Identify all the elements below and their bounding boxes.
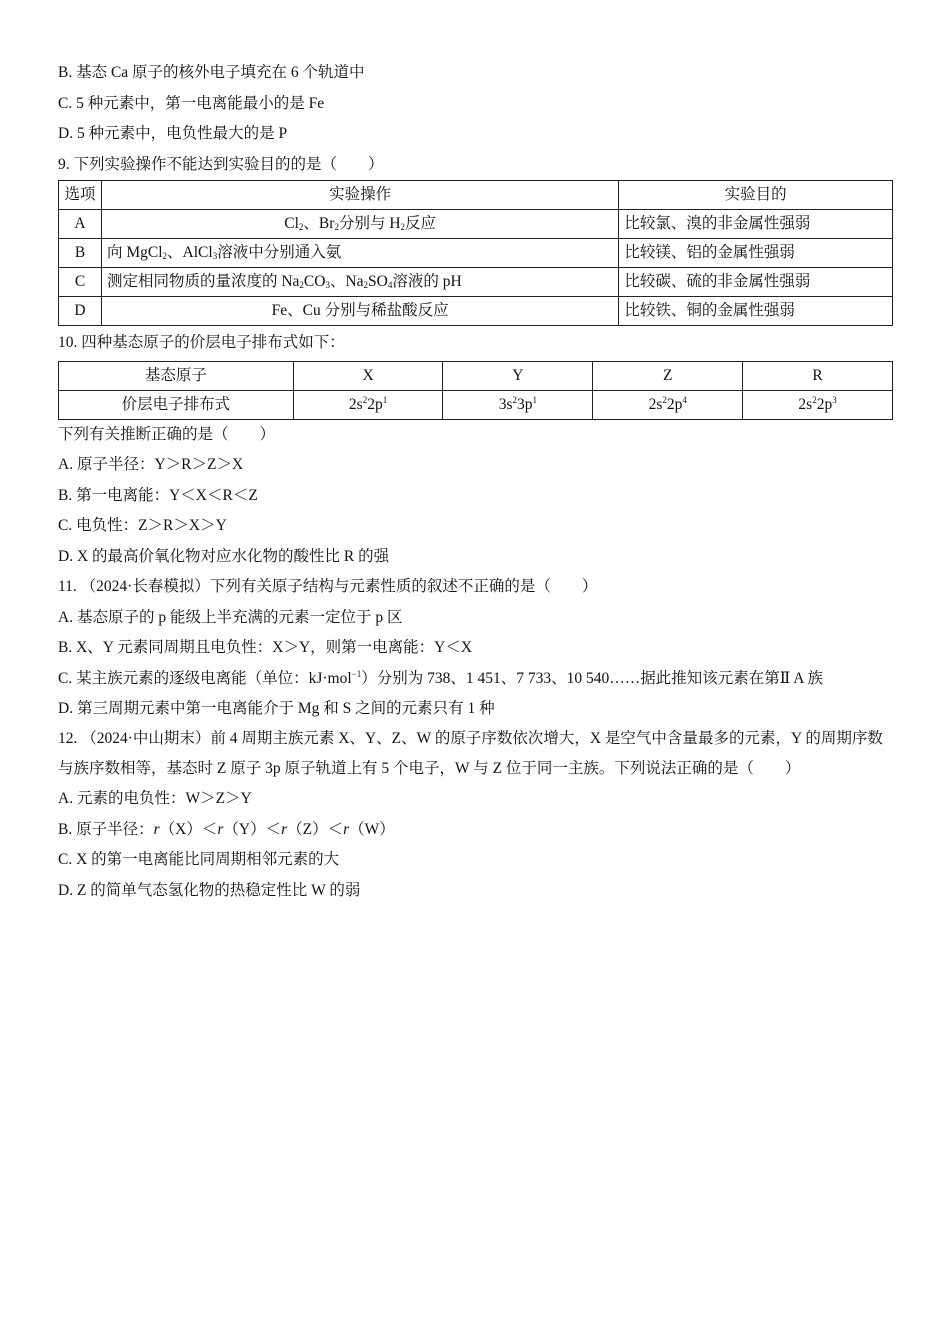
q10-option-c: C. 电负性：Z＞R＞X＞Y <box>58 517 227 534</box>
q8-option-c: C. 5 种元素中，第一电离能最小的是 Fe <box>58 94 325 112</box>
q11-stem: 11. （2024·长春模拟）下列有关原子结构与元素性质的叙述不正确的是（ ） <box>58 578 598 595</box>
q10-table <box>58 361 893 420</box>
q9-header-operation: 实验操作 <box>101 181 618 210</box>
q11-option-b: B. X、Y 元素同周期且电负性：X＞Y，则第一电离能：Y＜X <box>58 639 473 656</box>
table-row <box>59 390 893 419</box>
q10-table-header <box>59 361 893 390</box>
q9-table <box>58 180 893 326</box>
table-row <box>59 297 893 326</box>
q8-option-b: B. 基态 Ca 原子的核外电子填充在 6 个轨道中 <box>58 64 365 81</box>
q12-option-b: B. 原子半径：r（X）＜r（Y）＜r（Z）＜r（W） <box>58 820 395 838</box>
q10-header-z: Z <box>593 361 743 390</box>
q9-header-purpose: 实验目的 <box>619 181 893 210</box>
q10-config-x: $2s^22p^1$ <box>293 390 443 419</box>
q10-header-y: Y <box>443 361 593 390</box>
q9-table-header <box>59 181 893 210</box>
q9-option: B <box>59 239 102 268</box>
q9-operation: Fe、Cu 分别与稀盐酸反应 <box>101 297 618 326</box>
q11-option-c: C. 某主族元素的逐级电离能（单位：kJ·mol$^{-1}$）分别为 738、1 451、7 733、10 540……据此推知该元素在第Ⅱ A 族 <box>58 668 824 687</box>
q10-option-d: D. X 的最高价氧化物对应水化物的酸性比 R 的强 <box>58 547 390 565</box>
q10-stem: 10. 四种基态原子的价层电子排布式如下： <box>58 334 345 351</box>
q12-option-a: A. 元素的电负性：W＞Z＞Y <box>58 790 252 807</box>
q10-row-label: 价层电子排布式 <box>59 390 294 419</box>
q9-operation: 向 MgCl$_2$、AlCl$_3$溶液中分别通入氨 <box>101 239 618 268</box>
q9-operation: 测定相同物质的量浓度的 $Na_2CO_3$、$Na_2SO_4$溶液的 pH <box>101 268 618 297</box>
q10-header-atom: 基态原子 <box>59 361 294 390</box>
table-row <box>59 239 893 268</box>
table-row <box>59 210 893 239</box>
q9-purpose: 比较镁、铝的金属性强弱 <box>619 239 893 268</box>
q9-purpose: 比较铁、铜的金属性强弱 <box>619 297 893 326</box>
q10-question: 下列有关推断正确的是（ ） <box>58 425 276 443</box>
q11-option-a: A. 基态原子的 p 能级上半充满的元素一定位于 p 区 <box>58 608 403 626</box>
q10-option-a: A. 原子半径：Y＞R＞Z＞X <box>58 456 244 473</box>
q10-option-b: B. 第一电离能：Y＜X＜R＜Z <box>58 486 258 504</box>
q9-operation: $Cl_2$、$Br_2$分别与 $H_2$反应 <box>101 210 618 239</box>
q10-config-z: $2s^22p^4$ <box>593 390 743 419</box>
q9-stem: 9. 下列实验操作不能达到实验目的的是（ ） <box>58 155 384 173</box>
q12-option-d: D. Z 的简单气态氢化物的热稳定性比 W 的弱 <box>58 881 361 899</box>
table-row <box>59 268 893 297</box>
q8-option-d: D. 5 种元素中，电负性最大的是 P <box>58 125 288 142</box>
q9-purpose: 比较碳、硫的非金属性强弱 <box>619 268 893 297</box>
q12-option-c: C. X 的第一电离能比同周期相邻元素的大 <box>58 851 340 868</box>
q9-option: C <box>59 268 102 297</box>
q10-config-y: $3s^23p^1$ <box>443 390 593 419</box>
q9-option: A <box>59 210 102 239</box>
document-page <box>58 58 893 906</box>
q10-config-r: $2s^22p^3$ <box>743 390 893 419</box>
q9-purpose: 比较氯、溴的非金属性强弱 <box>619 210 893 239</box>
q9-header-option: 选项 <box>59 181 102 210</box>
q10-header-r: R <box>743 361 893 390</box>
q10-header-x: X <box>293 361 443 390</box>
q11-option-d: D. 第三周期元素中第一电离能介于 Mg 和 S 之间的元素只有 1 种 <box>58 699 495 717</box>
q9-option: D <box>59 297 102 326</box>
q12-stem: 12. （2024·中山期末）前 4 周期主族元素 X、Y、Z、W 的原子序数依次增大，X 是空气中含量最多的元素，Y 的周期序数与族序数相等，基态时 Z 原子 3p 原子轨道上有 5 个电子，W 与 Z 位于同一主族。下列说法正确的是（ ） <box>58 730 883 777</box>
